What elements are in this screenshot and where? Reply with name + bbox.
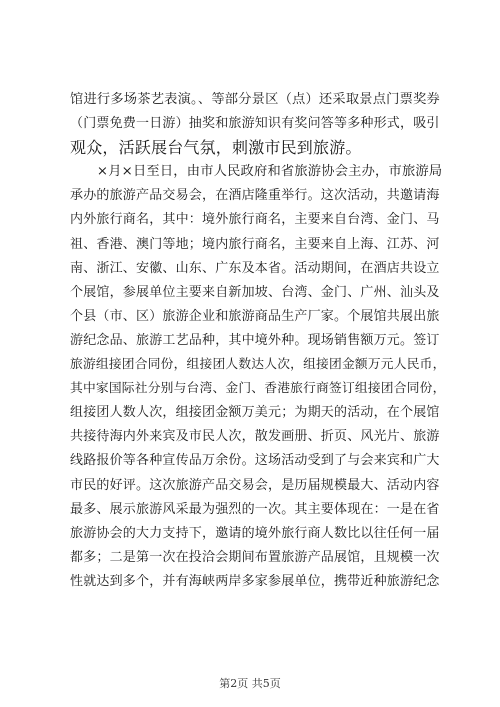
text-line: ×月×日至日，由市人民政府和省旅游协会主办，市旅游局 <box>70 164 443 180</box>
page-number-footer: 第2页 共5页 <box>219 677 281 690</box>
text-line: 个展馆，参展单位主要来自新加坡、台湾、金门、广州、汕头及 <box>70 284 440 300</box>
text-line: 馆进行多场茶艺表演。、等部分景区（点）还采取景点门票奖券 <box>70 92 440 107</box>
text-line: 性就达到多个，并有海峡两岸多家参展单位，携带近种旅游纪念 <box>70 573 440 589</box>
text-line: 南、浙江、安徽、山东、广东及本省。活动期间，在酒店共设立 <box>70 260 440 276</box>
text-line: 共接待海内外来宾及市民人次，散发画册、折页、风光片、旅游 <box>70 429 440 445</box>
text-line: 线路报价等各种宣传品万余份。这场活动受到了与会来宾和广大 <box>70 453 440 469</box>
text-line: 个县（市、区）旅游企业和旅游商品生产厂家。个展馆共展出旅 <box>70 308 440 324</box>
text-line: 旅游协会的大力支持下，邀请的境外旅行商人数比以往任何一届 <box>70 525 440 541</box>
text-line: 组接团人数人次，组接团金额万美元；为期天的活动，在个展馆 <box>70 405 440 421</box>
text-line: 承办的旅游产品交易会，在酒店隆重举行。这次活动，共邀请海 <box>70 188 440 204</box>
text-line: 旅游组接团合同份，组接团人数达人次，组接团金额万元人民币， <box>70 357 446 373</box>
text-line: 游纪念品、旅游工艺品种，其中境外种。现场销售额万元。签订 <box>70 332 440 348</box>
text-line: 最多、展示旅游风采最为强烈的一次。其主要体现在：一是在省 <box>70 501 440 517</box>
text-line: 其中家国际社分别与台湾、金门、香港旅行商签订组接团合同份， <box>70 381 446 397</box>
text-line: 内外旅行商名，其中：境外旅行商名，主要来自台湾、金门、马 <box>70 212 440 228</box>
text-line: 观众，活跃展台气氛，刺激市民到旅游。 <box>70 138 362 158</box>
text-line: 市民的好评。这次旅游产品交易会，是历届规模最大、活动内容 <box>70 477 440 493</box>
text-line: 都多；二是第一次在投洽会期间布置旅游产品展馆，且规模一次 <box>70 549 440 565</box>
text-line: （门票免费一日游）抽奖和旅游知识有奖问答等多种形式，吸引 <box>70 116 440 132</box>
text-line: 祖、香港、澳门等地；境内旅行商名，主要来自上海、江苏、河 <box>70 236 440 252</box>
body-text <box>70 88 446 594</box>
